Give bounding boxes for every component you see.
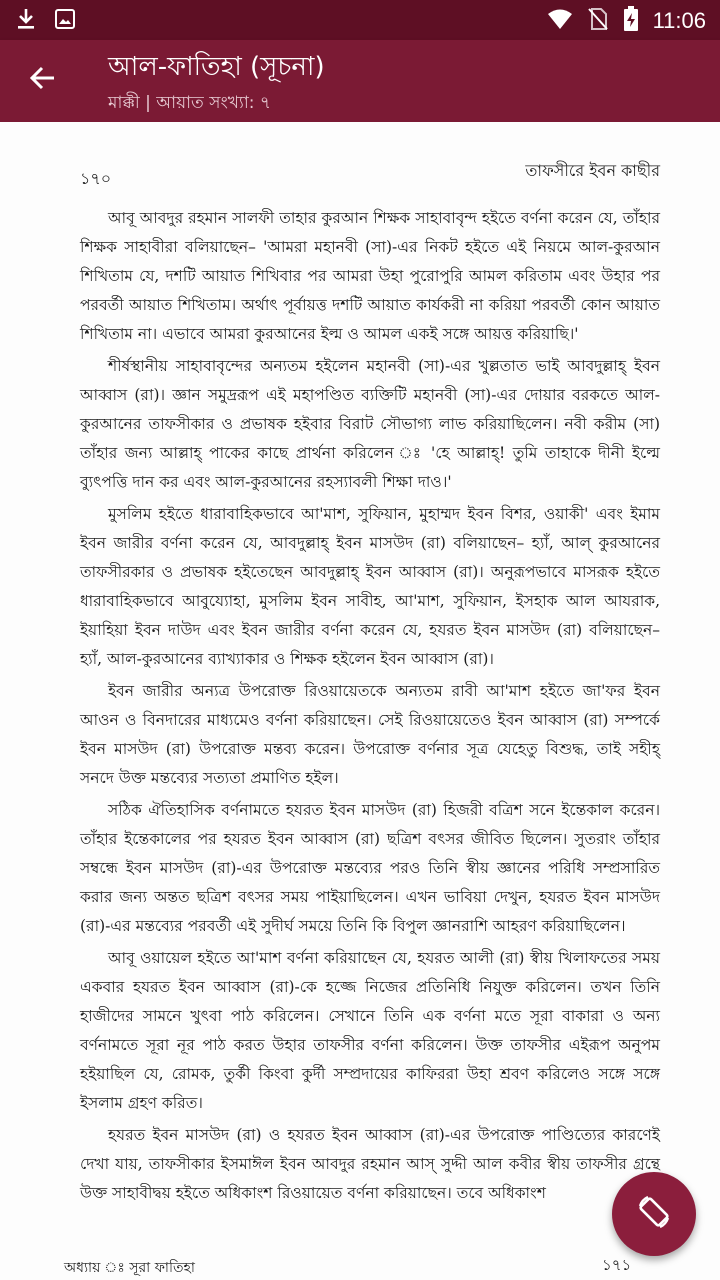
page-number-top: ১৭০ [80,169,112,188]
arrow-back-icon [28,64,56,96]
status-bar [0,0,720,40]
paragraph: সঠিক ঐতিহাসিক বর্ণনামতে হযরত ইবন মাসউদ (রা) হিজরী বত্রিশ সনে ইন্তেকাল করেন। তাঁহার ইন্তেকালের পর হযরত ইবন আব্বাস (রা) ছত্রিশ বৎসর জীবিত ছিলেন। সুতরাং তাঁহার সম্বন্ধে ইবন মাসউদ (রা)-এর উপরোক্ত মন্তব্যের পরও তিনি স্বীয় জ্ঞানের পরিধি সম্প্রসারিত করার জন্য অন্তত ছত্রিশ বৎসর সময় পাইয়াছিলেন। এখন ভাবিয়া দেখুন, হযরত ইবন মাসউদ (রা)-এর মন্তব্যের পরবর্তী এই সুদীর্ঘ সময়ে তিনি কি বিপুল জ্ঞানরাশি আহরণ করিয়াছিলেন। [80,801,660,935]
paragraph: হযরত ইবন মাসউদ (রা) ও হযরত ইবন আব্বাস (রা)-এর উপরোক্ত পাণ্ডিত্যের কারণেই দেখা যায়, তাফসীকার ইসমাঈল ইবন আবদুর রহমান আস্ সুদ্দী আল কবীর স্বীয় তাফসীর গ্রন্থে উক্ত সাহাবীদ্বয় হইতে অধিকাংশ রিওয়ায়েত বর্ণনা করিয়াছেন। তবে অধিকাংশ [80,1126,660,1202]
paragraph: শীর্ষস্থানীয় সাহাবাবৃন্দের অন্যতম হইলেন মহানবী (সা)-এর খুল্লতাত ভাই আবদুল্লাহ্ ইবন আব্বাস (রা)। জ্ঞান সমুদ্ররূপ এই মহাপণ্ডিত ব্যক্তিটি মহানবী (সা)-এর দোয়ার বরকতে আল-কুরআনের তাফসীকার ও প্রভাষক হইবার বিরাট সৌভাগ্য লাভ করিয়াছিলেন। নবী করীম (সা) তাঁহার জন্য আল্লাহ্ পাকের কাছে প্রার্থনা করিলেন ঃ 'হে আল্লাহ্! তুমি তাহাকে দীনী ইল্মে ব্যুৎপত্তি দান কর এবং আল-কুরআনের রহস্যাবলী শিক্ষা দাও।' [80,357,660,491]
wifi-icon [547,8,573,34]
footer-chapter: অধ্যায় ঃ সূরা ফাতিহা [64,1260,195,1276]
page-number-bottom: ১৭১ [602,1256,632,1274]
rotate-screen-button[interactable] [612,1172,696,1256]
surah-subtitle: মাক্কী | আয়াত সংখ্যা: ৭ [108,93,271,113]
book-page[interactable] [0,122,720,1280]
surah-title: আল-ফাতিহা (সূচনা) [108,52,325,82]
image-icon [54,8,76,34]
paragraph: ইবন জারীর অন্যত্র উপরোক্ত রিওয়ায়েতকে অন্যতম রাবী আ'মাশ হইতে জা'ফর ইবন আওন ও বিনদারের মাধ্যমেও বর্ণনা করিয়াছেন। সেই রিওয়ায়েতেও ইবন আব্বাস (রা) সম্পর্কে ইবন মাসউদ (রা) উপরোক্ত মন্তব্য করেন। উপরোক্ত বর্ণনার সূত্র যেহেতু বিশুদ্ধ, তাই সহীহ্ সনদে উক্ত মন্তব্যের সত্যতা প্রমাণিত হইল। [80,682,660,787]
app-bar [0,40,720,122]
paragraph: আবূ আবদুর রহমান সালফী তাহার কুরআন শিক্ষক সাহাবাবৃন্দ হইতে বর্ণনা করেন যে, তাঁহার শিক্ষক সাহাবীরা বলিয়াছেন– 'আমরা মহানবী (সা)-এর নিকট হইতে এই নিয়মে আল-কুরআন শিখিতাম যে, দশটি আয়াত শিখিবার পর আমরা উহা পুরোপুরি আমল করিতাম এবং উহার পর পরবর্তী আয়াত শিখিতাম। অর্থাৎ পূর্বায়ত্ত দশটি আয়াত কার্যকরী না করিয়া পরবর্তী কোন আয়াত শিখিতাম না। এভাবে আমরা কুরআনের ইল্ম ও আমল একই সঙ্গে আয়ত্ত করিয়াছি।' [80,209,660,343]
paragraph: মুসলিম হইতে ধারাবাহিকভাবে আ'মাশ, সুফিয়ান, মুহাম্মদ ইবন বিশর, ওয়াকী' এবং ইমাম ইবন জারীর বর্ণনা করেন যে, আবদুল্লাহ্ ইবন মাসউদ (রা) বলিয়াছেন– হ্যাঁ, আল্ কুরআনের তাফসীরকার ও প্রভাষক হইতেছেন আবদুল্লাহ্ ইবন আব্বাস (রা)। অনুরূপভাবে মাসরূক হইতে ধারাবাহিকভাবে আবুয্যোহা, মুসলিম ইবন সাবীহ, আ'মাশ, সুফিয়ান, ইসহাক আল আযরাক, ইয়াহিয়া ইবন দাউদ এবং ইবন জারীর বর্ণনা করেন যে, হযরত ইবন মাসউদ (রা) বলিয়াছেন– হ্যাঁ, আল-কুরআনের ব্যাখ্যাকার ও শিক্ষক হইলেন ইবন আব্বাস (রা)। [80,505,660,668]
screen-rotation-icon [634,1192,674,1236]
page-body-text [80,204,660,1211]
download-icon [16,7,36,35]
running-head: তাফসীরে ইবন কাছীর [525,161,660,180]
paragraph: আবূ ওয়ায়েল হইতে আ'মাশ বর্ণনা করিয়াছেন যে, হযরত আলী (রা) স্বীয় খিলাফতের সময় একবার হযরত ইবন আব্বাস (রা)-কে হজ্জে নিজের প্রতিনিধি নিযুক্ত করিলেন। তখন তিনি হাজীদের সামনে খুৎবা পাঠ করিলেন। সেখানে তিনি এক বর্ণনা মতে সূরা বাকারা ও অন্য বর্ণনামতে সূরা নূর পাঠ করত উহার তাফসীর বর্ণনা করিলেন। উক্ত তাফসীর এইরূপ অনুপম হইয়াছিল যে, রোমক, তুর্কী কিংবা কুর্দী সম্প্রদায়ের কাফিররা উহা শ্রবণ করিলেও সঙ্গে সঙ্গে ইসলাম গ্রহণ করিত। [80,949,660,1112]
back-button[interactable] [26,62,58,98]
no-sim-icon [587,7,609,35]
battery-charging-icon [623,6,639,36]
status-time: 11:06 [652,8,706,33]
